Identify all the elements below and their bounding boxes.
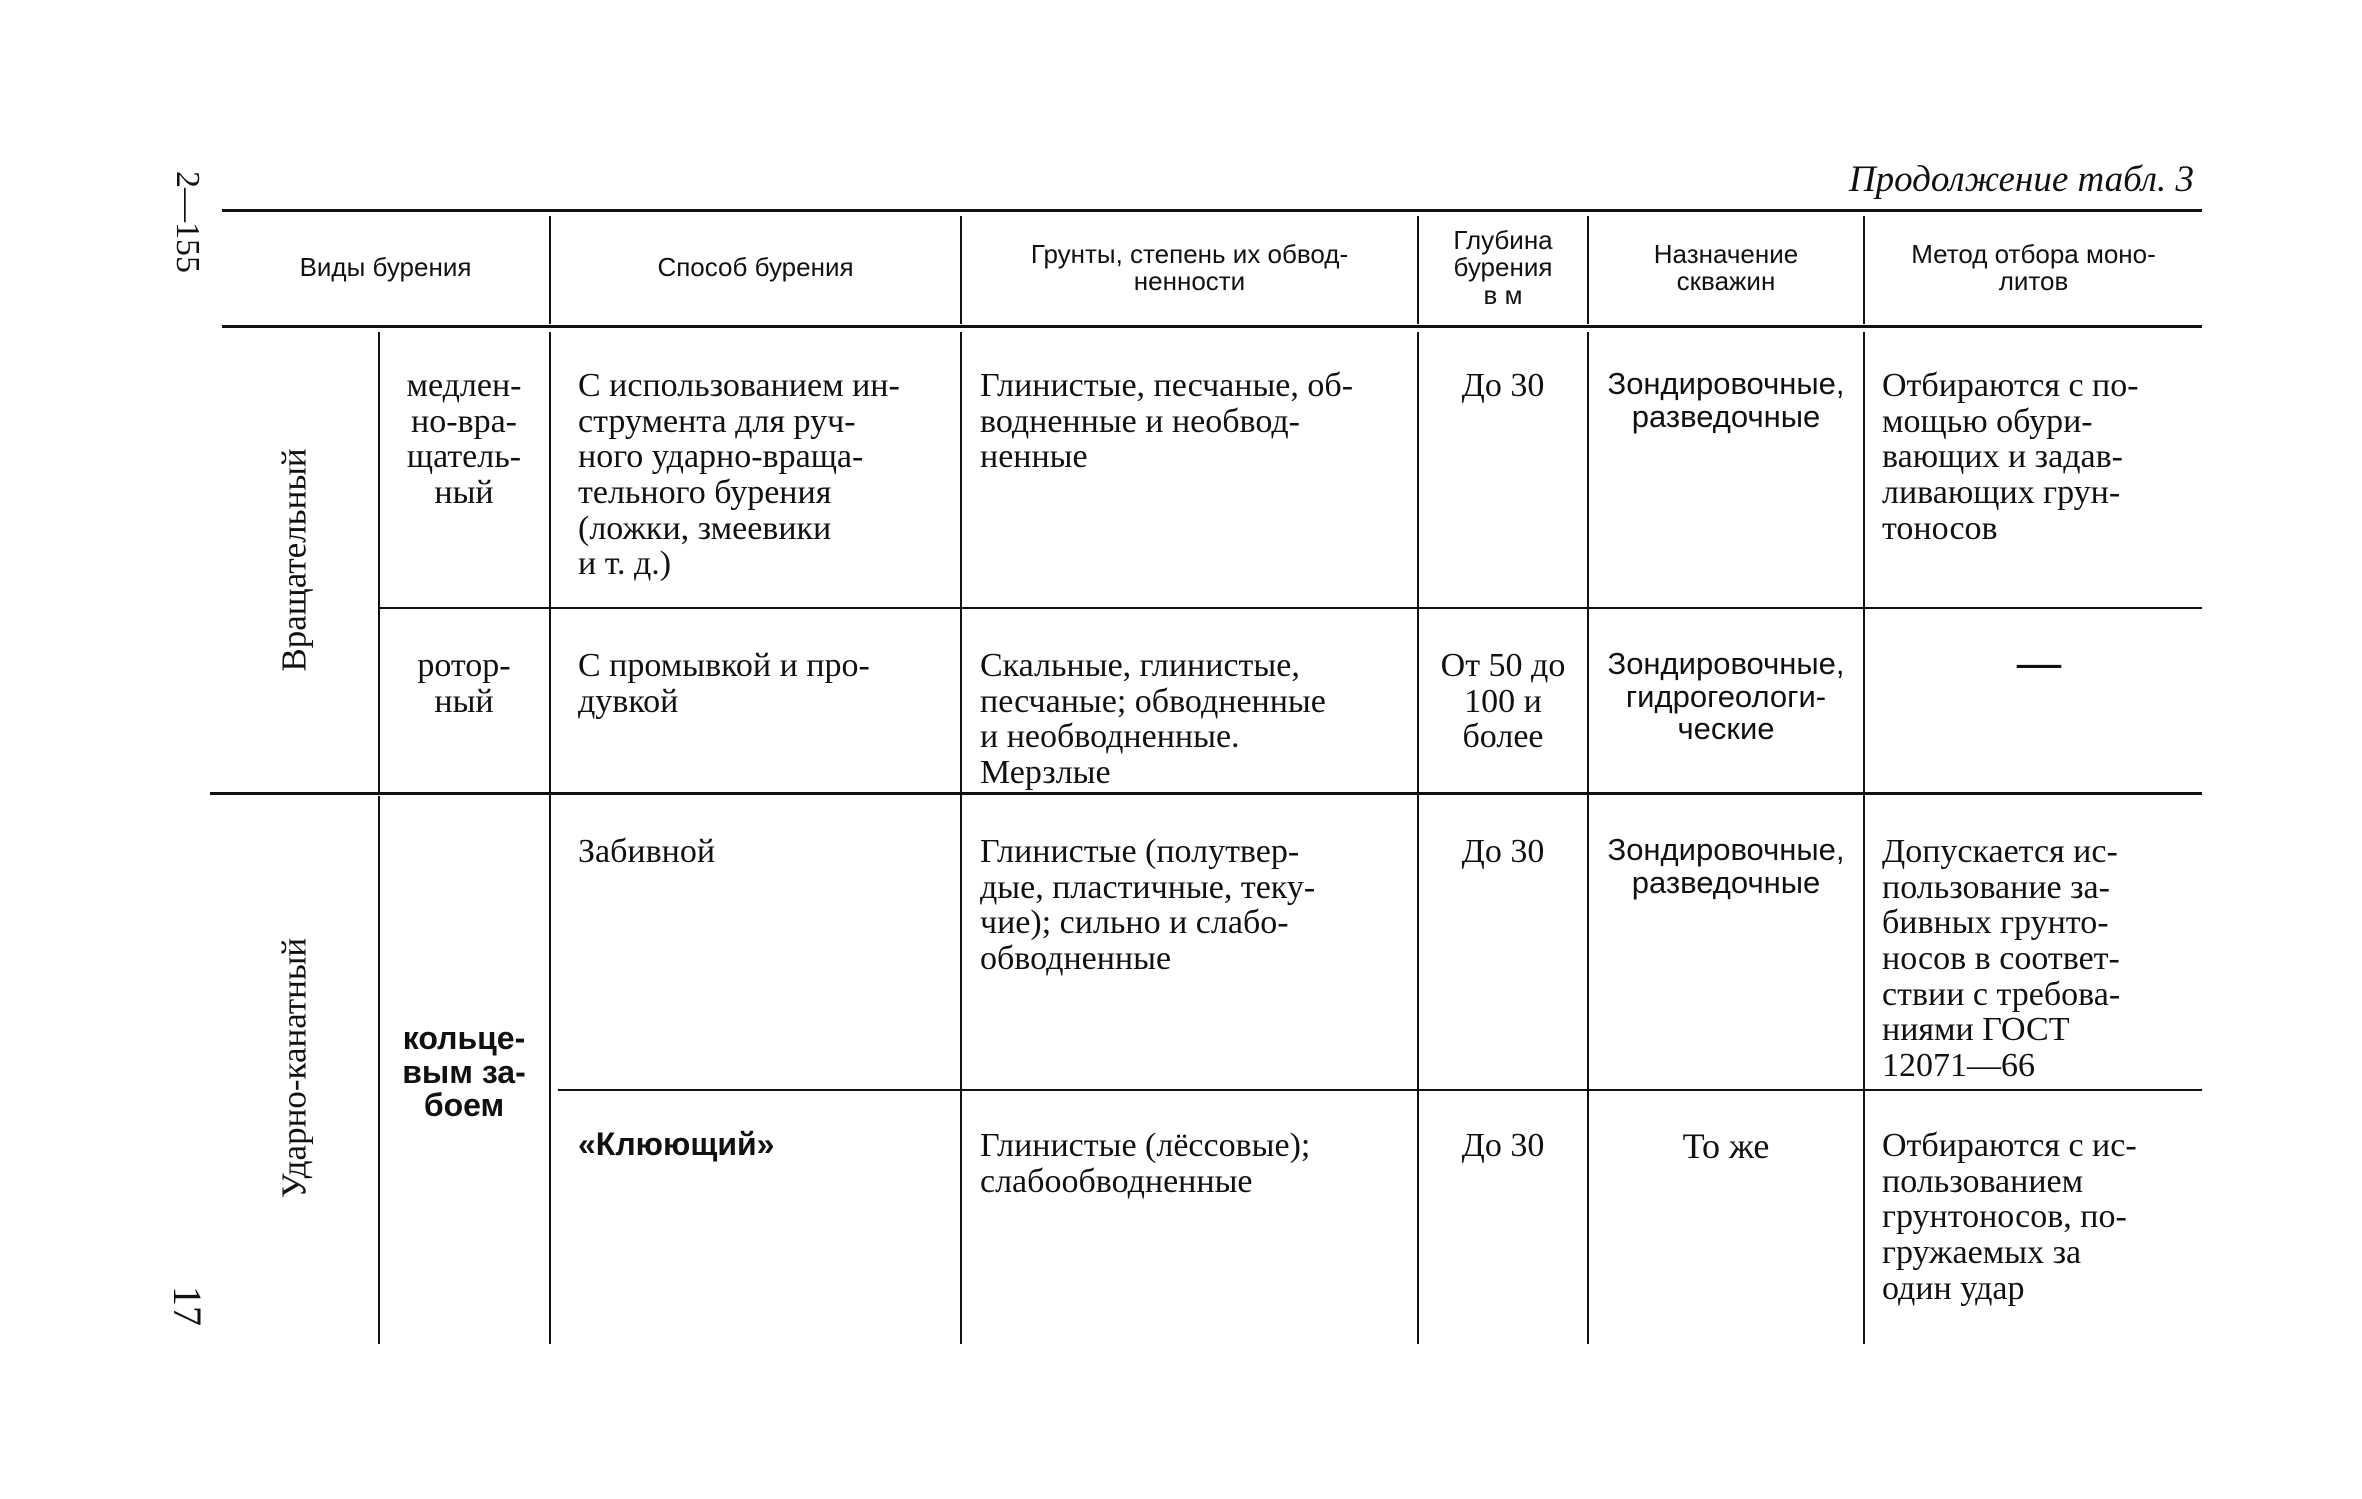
- page-number-bottom: 17: [165, 1286, 210, 1326]
- row1-method: С использованием ин- струмента для руч- ного ударно-враща- тельного бурения (ложки, змеевики и т. д.): [578, 367, 900, 583]
- table-caption: Продолжение табл. 3: [1848, 159, 2194, 200]
- row4-method: «Клюющий»: [578, 1126, 775, 1162]
- row3-purpose: Зондировочные, разведочные: [1607, 832, 1845, 900]
- row2-purpose: Зондировочные, гидрогеологи- ческие: [1607, 646, 1845, 747]
- row1-subtype: медлен- но-вра- щатель- ный: [406, 367, 522, 512]
- row3-soils: Глинистые (полутвер- дые, пластичные, теку- чие); сильно и слабо- обводненные: [980, 833, 1316, 978]
- header-sampling: Метод отбора моно- литов: [1911, 238, 2156, 296]
- row3-method: Забивной: [578, 833, 716, 870]
- group-percussion: Ударно-канатный: [274, 937, 314, 1199]
- row2-method: С промывкой и про- дувкой: [578, 647, 870, 720]
- row3-sampling: Допускается ис- пользование за- бивных грунто- носов в соответ- ствии с требова- ниями ГОСТ 12071—66: [1882, 833, 2121, 1085]
- row4-depth: До 30: [1461, 1127, 1545, 1164]
- row2-depth: От 50 до 100 и более: [1440, 647, 1566, 756]
- row1-soils: Глинистые, песчаные, об- водненные и необвод- ненные: [980, 367, 1354, 476]
- header-type: Виды бурения: [299, 252, 472, 283]
- header-soils: Грунты, степень их обвод- ненности: [1030, 238, 1349, 296]
- row3-subtype: кольце- вым за- боем: [402, 1020, 526, 1124]
- row2-soils: Скальные, глинистые, песчаные; обводненные и необводненные. Мерзлые: [980, 647, 1326, 792]
- row1-purpose: Зондировочные, разведочные: [1607, 366, 1845, 434]
- row1-sampling: Отбираются с по- мощью обури- вающих и задав- ливающих грун- тоносов: [1882, 367, 2139, 547]
- row4-sampling: Отбираются с ис- пользованием грунтоносов, по- гружаемых за один удар: [1882, 1127, 2137, 1307]
- row2-sampling: —: [2017, 638, 2061, 687]
- row4-soils: Глинистые (лёссовые); слабообводненные: [980, 1127, 1311, 1200]
- header-purpose: Назначение скважин: [1653, 238, 1799, 296]
- header-depth: Глубина бурения в м: [1453, 225, 1553, 310]
- group-rotary: Вращательный: [274, 448, 314, 672]
- row4-purpose: То же: [1682, 1126, 1770, 1166]
- row2-subtype: ротор- ный: [417, 647, 511, 720]
- row3-depth: До 30: [1461, 833, 1545, 870]
- row1-depth: До 30: [1461, 367, 1545, 404]
- page-number-top: 2—155: [169, 171, 206, 273]
- header-method: Способ бурения: [657, 252, 854, 283]
